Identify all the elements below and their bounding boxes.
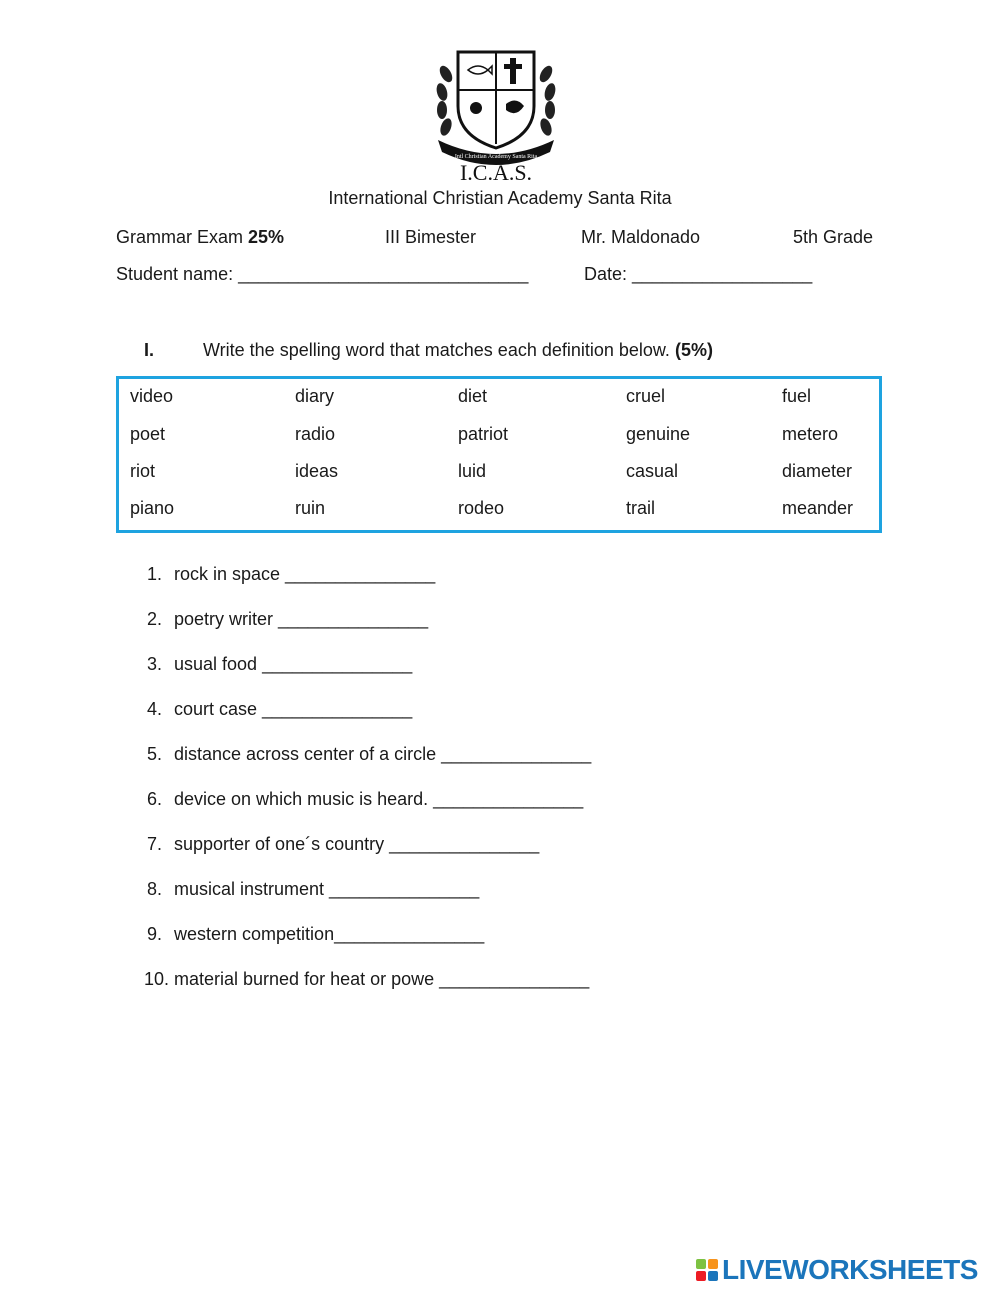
- question-item[interactable]: western competition_______________: [174, 924, 485, 944]
- liveworksheets-brand: [696, 1254, 978, 1286]
- word-bank-item: genuine: [626, 424, 691, 444]
- exam-weight: 25%: [248, 227, 285, 247]
- question-number: 4.: [146, 699, 162, 719]
- word-bank-item: diary: [295, 386, 335, 406]
- question-number: 5.: [146, 744, 162, 764]
- student-name-line: [116, 264, 528, 285]
- section-weight: (5%): [674, 340, 713, 360]
- word-bank-item: luid: [458, 461, 487, 481]
- school-name: International Christian Academy Santa Rita: [328, 188, 672, 208]
- question-item[interactable]: usual food _______________: [174, 654, 413, 674]
- section-instruction: Write the spelling word that matches each definition below.: [203, 340, 670, 360]
- word-bank-item: rodeo: [458, 498, 505, 518]
- question-item[interactable]: court case _______________: [174, 699, 413, 719]
- brand-cubes-icon: [696, 1259, 718, 1281]
- question-number: 9.: [146, 924, 162, 944]
- brand-name: LIVEWORKSHEETS: [722, 1254, 978, 1285]
- school-crest-logo: [432, 44, 560, 184]
- question-item[interactable]: supporter of one´s country _______________: [174, 834, 540, 854]
- exam-label: Grammar Exam: [116, 227, 244, 247]
- word-bank-item: diameter: [782, 461, 853, 481]
- student-name-blank[interactable]: _____________________________: [238, 264, 529, 284]
- question-item[interactable]: rock in space _______________: [174, 564, 436, 584]
- word-bank-item: meander: [782, 498, 854, 518]
- question-item[interactable]: poetry writer _______________: [174, 609, 429, 629]
- question-number: 3.: [146, 654, 162, 674]
- question-number: 7.: [146, 834, 162, 854]
- question-item[interactable]: material burned for heat or powe _______________: [174, 969, 590, 989]
- word-bank-item: diet: [458, 386, 488, 406]
- word-bank-item: piano: [130, 498, 175, 518]
- question-item[interactable]: device on which music is heard. _______________: [174, 789, 584, 809]
- crest-banner-text: Intl Christian Academy Santa Rita: [454, 154, 538, 160]
- question-number: 2.: [146, 609, 162, 629]
- date-blank[interactable]: __________________: [632, 264, 813, 284]
- question-number: 10.: [144, 969, 170, 989]
- section-instruction-line: [203, 340, 713, 361]
- question-number: 1.: [146, 564, 162, 584]
- grade-label: 5th Grade: [793, 227, 874, 247]
- word-bank-item: ideas: [295, 461, 339, 481]
- crest-acronym: I.C.A.S.: [459, 160, 533, 184]
- word-bank-item: ruin: [295, 498, 326, 518]
- teacher-name: Mr. Maldonado: [581, 227, 701, 247]
- word-bank-item: riot: [130, 461, 156, 481]
- question-item[interactable]: musical instrument _______________: [174, 879, 480, 899]
- word-bank-item: poet: [130, 424, 166, 444]
- bimester-label: III Bimester: [385, 227, 477, 247]
- word-bank-item: cruel: [626, 386, 666, 406]
- word-bank-item: radio: [295, 424, 336, 444]
- section-number: I.: [144, 340, 155, 360]
- question-number: 8.: [146, 879, 162, 899]
- question-number: 6.: [146, 789, 162, 809]
- exam-title: [116, 227, 284, 248]
- date-line: [584, 264, 812, 285]
- question-item[interactable]: distance across center of a circle _______________: [174, 744, 592, 764]
- word-bank-item: trail: [626, 498, 656, 518]
- student-name-label: Student name:: [116, 264, 234, 284]
- word-bank-item: patriot: [458, 424, 509, 444]
- word-bank-item: fuel: [782, 386, 812, 406]
- word-bank-item: video: [130, 386, 174, 406]
- word-bank-item: metero: [782, 424, 839, 444]
- word-bank-item: casual: [626, 461, 679, 481]
- date-label: Date:: [584, 264, 628, 284]
